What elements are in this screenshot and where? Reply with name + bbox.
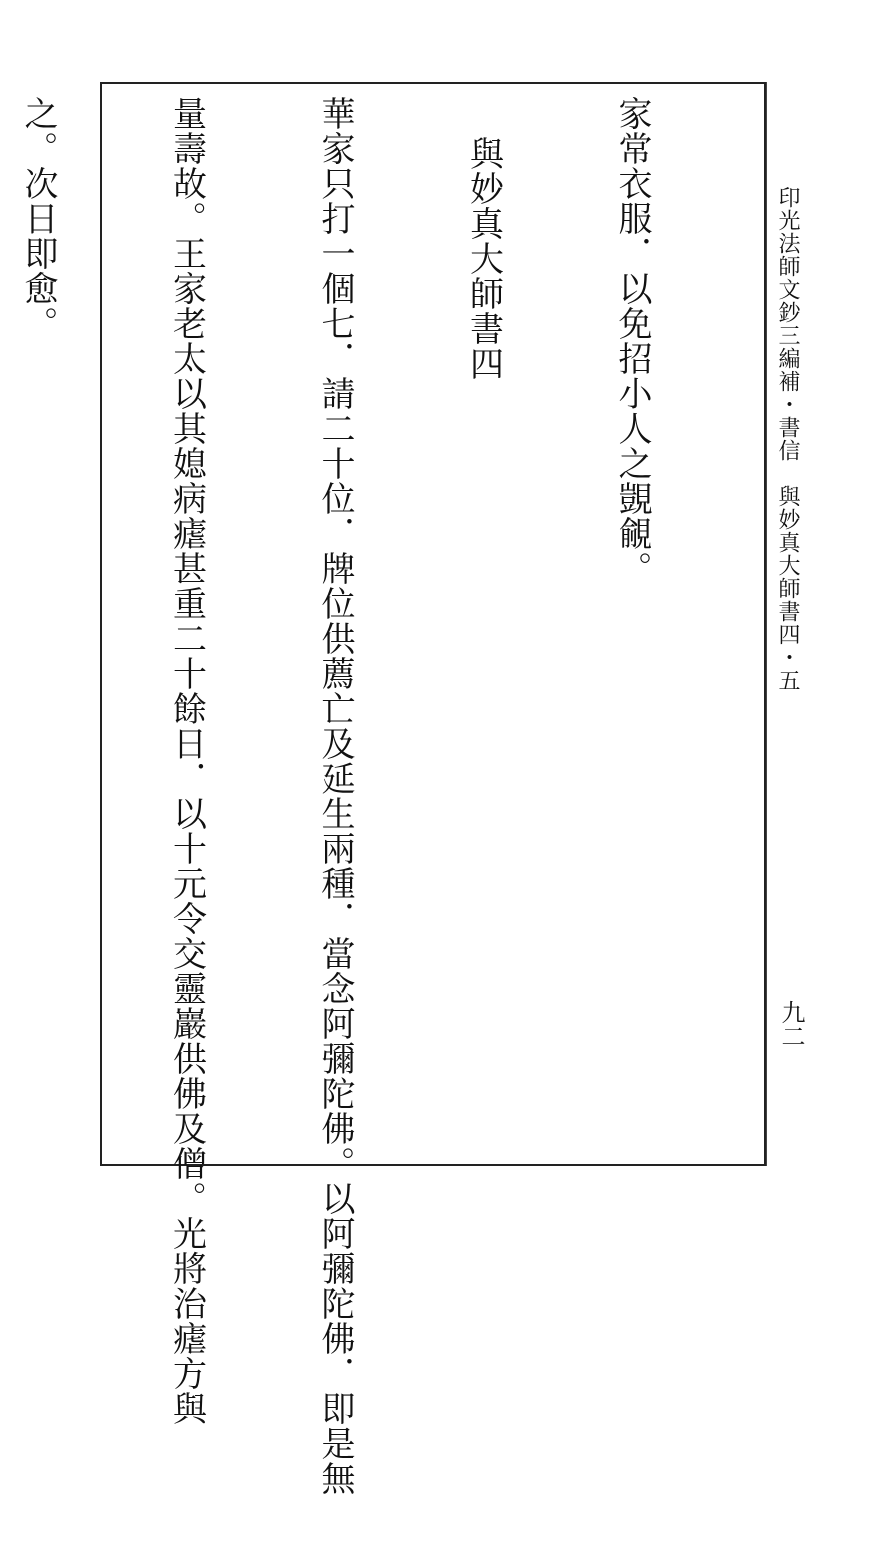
text-line-2: 華家只打一個七．請二十位．牌位供薦亡及延生兩種．當念阿彌陀佛。以阿彌陀佛．即是無: [315, 96, 355, 1496]
running-header: 印光法師文鈔三編補・書信 與妙真大師書四・五: [775, 186, 800, 692]
margin-rule: [766, 82, 767, 1166]
text-line-4: 之。次日即愈。: [18, 96, 58, 341]
body-text: [0, 96, 755, 1496]
page-number: 九二: [777, 1000, 805, 1048]
letter-title-4: 與妙真大師書四: [463, 136, 504, 381]
text-line-1: 家常衣服．以免招小人之覬覦。: [612, 96, 652, 586]
text-line-3: 量壽故。王家老太以其媳病瘧甚重二十餘日．以十元令交靈巖供佛及僧。光將治瘧方與: [166, 96, 207, 1426]
